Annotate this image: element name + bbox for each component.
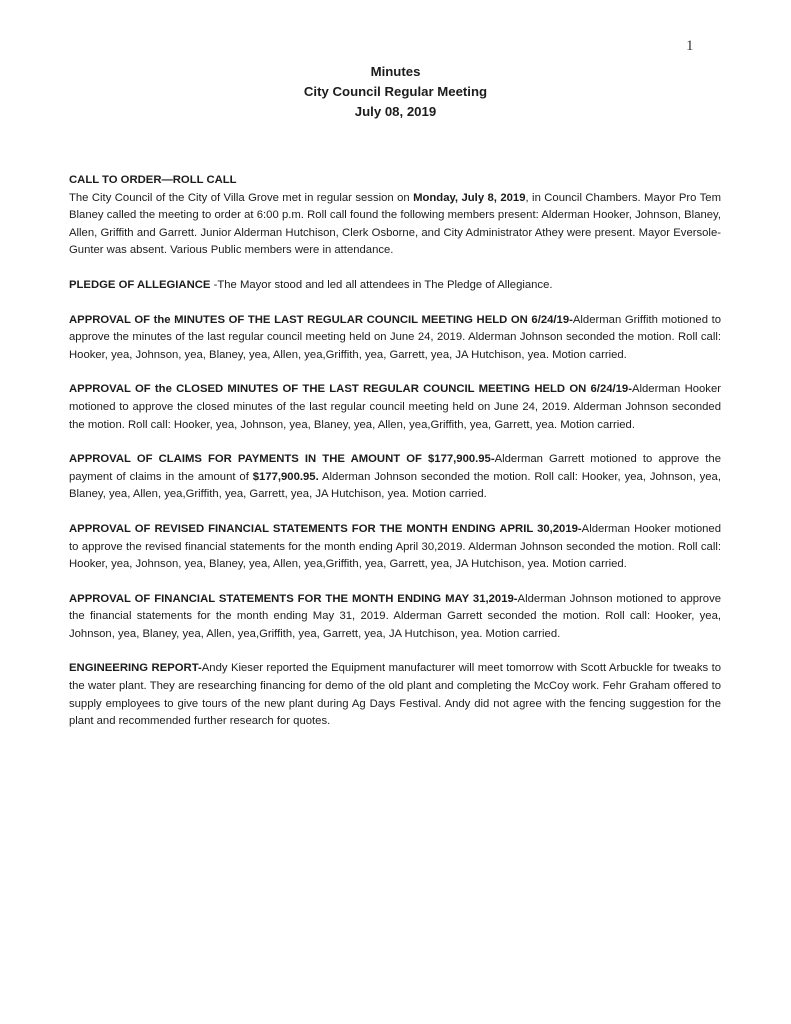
bold-amount: $177,900.95. [252,470,319,483]
minutes-body [69,172,721,748]
text-fragment: Alderman Garrett motioned to approve the payment of claims in the amount of [69,453,721,483]
text-fragment: The City Council of the City of Villa Grove met in regular session on [69,191,414,204]
section-heading: APPROVAL OF FINANCIAL STATEMENTS FOR THE MONTH ENDING MAY 31,2019- [69,592,518,605]
section-revised-financials [69,521,721,574]
text-fragment: , in Council Chambers. Mayor Pro Tem Blaney called the meeting to order at 6:00 p.m. Roll call found the following members present: Alderman Hooker, Johnson, Blaney, Allen, Griffith and Garrett. Junior Alderman Hutchison, Clerk Osborne, and City Administrator Athey were present. Mayor Eversole-Gunter was absent. Various Public members were in attendance. [69,191,721,257]
section-text: Alderman Johnson motioned to approve the financial statements for the month ending May 31, 2019. Alderman Garrett seconded the motion. Roll call: Hooker, yea, Johnson, yea, Blaney, yea, Allen, yea,Griffith, yea, Garrett, yea, JA Hutchison, yea. Motion carried. [69,592,721,640]
meeting-type: City Council Regular Meeting [303,84,488,99]
section-financials-may [69,591,721,644]
section-text: Andy Kieser reported the Equipment manufacturer will meet tomorrow with Scott Arbuckle for tweaks to the water plant. They are researching financing for demo of the old plant and completing the McCoy work. Fehr Graham offered to supply employees to give tours of the new plant during Ag Days Festival. Andy did not agree with the fencing suggestion for the plant and recommended further research for quotes. [69,662,721,728]
bold-date: Monday, July 8, 2019 [413,191,526,204]
section-heading: APPROVAL OF the CLOSED MINUTES OF THE LAST REGULAR COUNCIL MEETING HELD ON 6/24/19- [69,383,632,396]
section-roll-call [69,172,721,260]
section-claims [69,451,721,504]
section-pledge [69,277,721,295]
section-minutes-approval [69,312,721,365]
section-heading: APPROVAL OF REVISED FINANCIAL STATEMENTS FOR THE MONTH ENDING APRIL 30,2019- [69,522,582,535]
meeting-date: July 08, 2019 [354,104,437,119]
section-closed-minutes [69,381,721,434]
section-text: Alderman Hooker motioned to approve the revised financial statements for the month ending April 30,2019. Alderman Johnson seconded the motion. Roll call: Hooker, yea, Johnson, yea, Blaney, yea, Allen, yea,Griffith, yea, Garrett, yea, JA Hutchison, yea. Motion carried. [69,522,721,571]
document-header [0,62,791,122]
section-heading: APPROVAL OF CLAIMS FOR PAYMENTS IN THE AMOUNT OF $177,900.95- [69,453,495,466]
text-fragment: Alderman Johnson seconded the motion. Roll call: Hooker, yea, Johnson, yea, Blaney, yea, Allen, yea,Griffith, yea, Garrett, yea, JA Hutchison, yea. Motion carried. [69,470,721,501]
section-heading: APPROVAL OF the MINUTES OF THE LAST REGULAR COUNCIL MEETING HELD ON 6/24/19- [69,313,573,326]
section-heading: CALL TO ORDER—ROLL CALL [69,174,237,186]
section-text: Alderman Hooker motioned to approve the closed minutes of the last regular council meeting held on June 24, 2019. Alderman Johnson seconded the motion. Roll call: Hooker, yea, Johnson, yea, Blaney, yea, Allen, yea,Griffith, yea, Garrett, yea. Motion carried. [69,383,721,431]
section-text [69,190,721,260]
section-text: -The Mayor stood and led all attendees in The Pledge of Allegiance. [210,278,553,291]
page-number: 1 [686,38,694,54]
document-title: Minutes [370,64,421,79]
section-heading: PLEDGE OF ALLEGIANCE [69,278,211,291]
section-heading: ENGINEERING REPORT- [69,662,202,675]
section-engineering [69,660,721,730]
section-text: Alderman Griffith motioned to approve the minutes of the last regular council meeting held on June 24, 2019. Alderman Johnson seconded the motion. Roll call: Hooker, yea, Johnson, yea, Blaney, yea, Allen, yea,Griffith, yea, Garrett, yea, JA Hutchison, yea. Motion carried. [69,313,721,361]
